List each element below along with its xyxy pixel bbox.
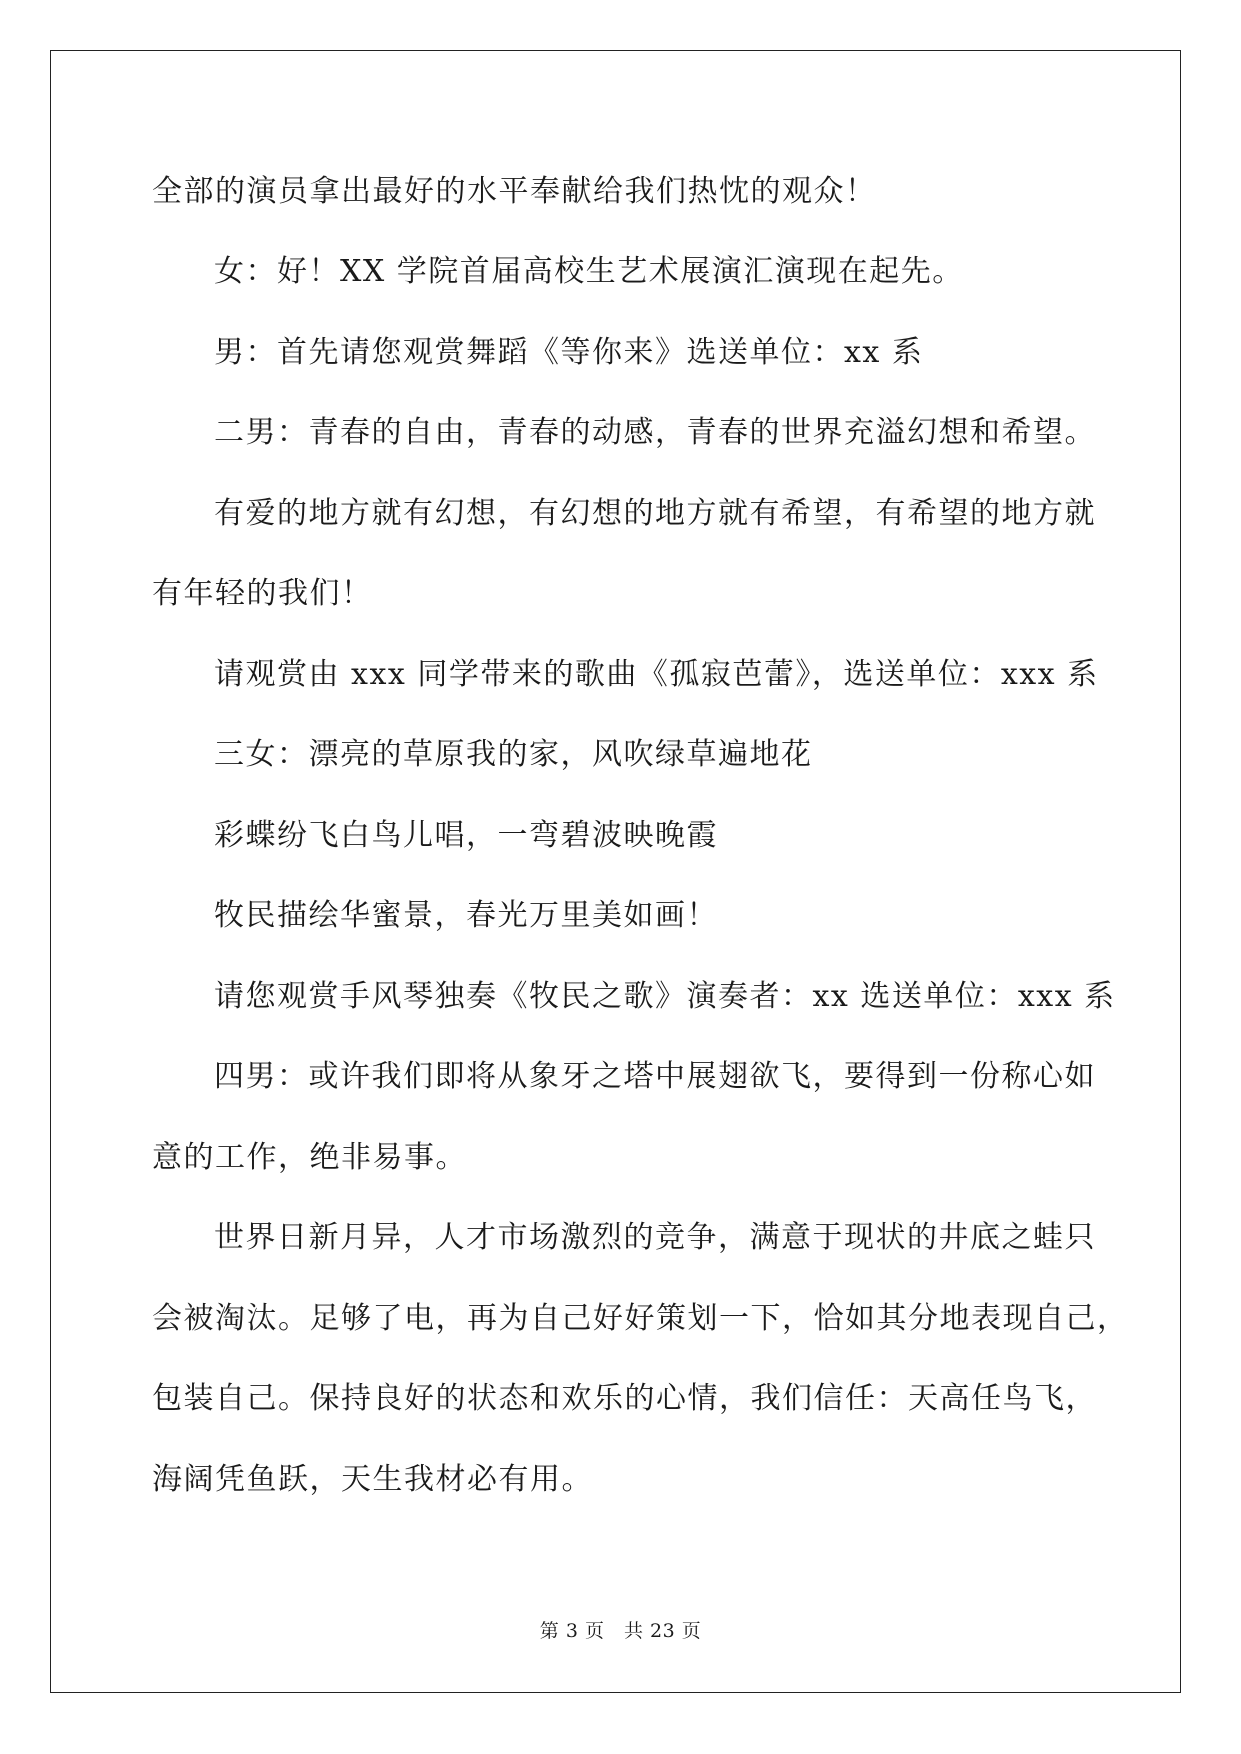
text-line-10: 牧民描绘华蜜景，春光万里美如画！ [214, 898, 718, 933]
text-line-2: 女：好！XX 学院首届高校生艺术展演汇演现在起先。 [214, 254, 964, 289]
text-line-11: 请您观赏手风琴独奏《牧民之歌》演奏者：xx 选送单位：xxx 系 [214, 979, 1116, 1014]
text-line-7: 请观赏由 xxx 同学带来的歌曲《孤寂芭蕾》，选送单位：xxx 系 [214, 657, 1099, 692]
text-line-5: 有爱的地方就有幻想，有幻想的地方就有希望，有希望的地方就 [214, 496, 1096, 531]
text-line-8: 三女：漂亮的草原我的家，风吹绿草遍地花 [214, 737, 813, 772]
text-line-14: 世界日新月异，人才市场激烈的竞争，满意于现状的井底之蛙只 [214, 1220, 1096, 1255]
text-line-12: 四男：或许我们即将从象牙之塔中展翅欲飞，要得到一份称心如 [214, 1059, 1096, 1094]
page-border [50, 50, 1181, 1693]
text-line-3: 男：首先请您观赏舞蹈《等你来》选送单位：xx 系 [214, 335, 924, 370]
text-line-16: 包装自己。保持良好的状态和欢乐的心情，我们信任：天高任鸟飞， [152, 1381, 1097, 1416]
page-number: 第 3 页 共 23 页 [539, 1620, 702, 1642]
text-line-9: 彩蝶纷飞白鸟儿唱，一弯碧波映晚霞 [214, 818, 718, 853]
text-line-1: 全部的演员拿出最好的水平奉献给我们热忱的观众！ [152, 174, 877, 209]
text-line-17: 海阔凭鱼跃，天生我材必有用。 [152, 1462, 593, 1497]
text-line-15: 会被淘汰。足够了电，再为自己好好策划一下，恰如其分地表现自己， [152, 1301, 1129, 1336]
text-line-6: 有年轻的我们！ [152, 576, 373, 611]
text-line-4: 二男：青春的自由，青春的动感，青春的世界充溢幻想和希望。 [214, 415, 1096, 450]
text-line-13: 意的工作，绝非易事。 [152, 1140, 467, 1175]
